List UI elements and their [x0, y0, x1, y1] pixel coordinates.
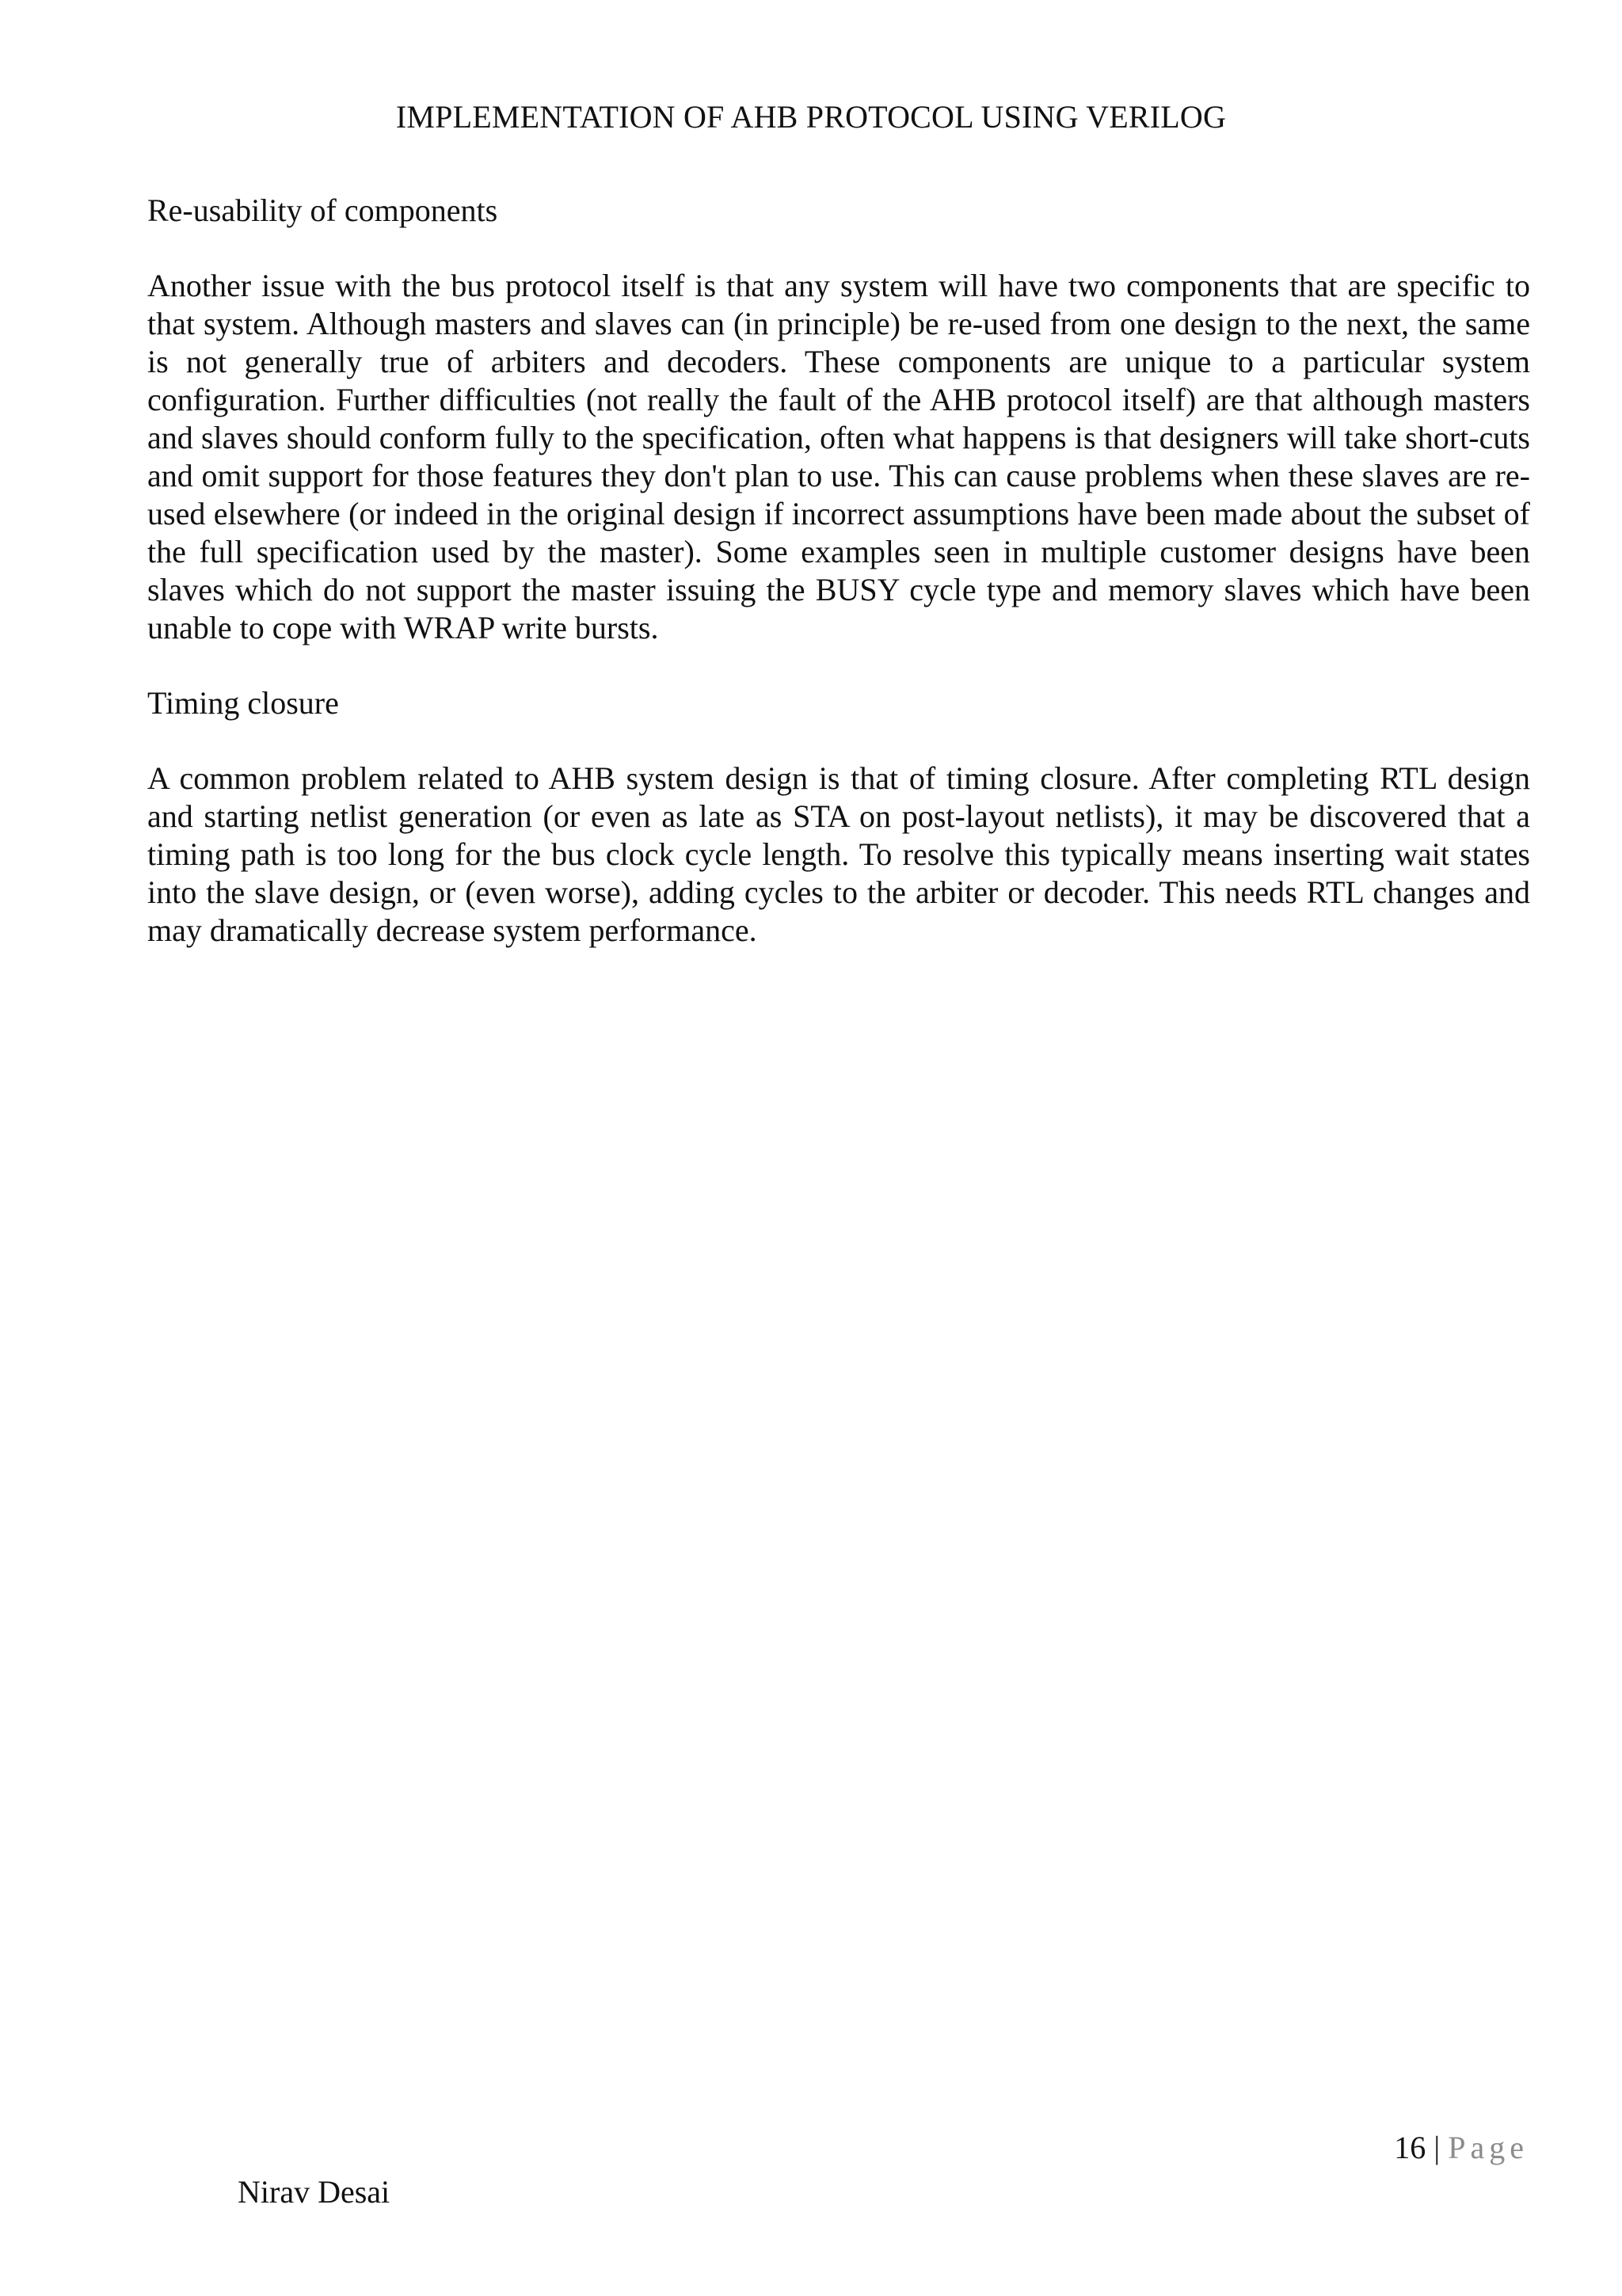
page-number-label: Page: [1448, 2130, 1529, 2165]
page-header-title: IMPLEMENTATION OF AHB PROTOCOL USING VERILOG: [395, 99, 1227, 135]
page-number-separator: |: [1434, 2130, 1441, 2165]
section-heading-timing-closure: Timing closure: [147, 685, 339, 721]
paragraph-reusability: Another issue with the bus protocol itself is that any system will have two components that are specific to that system. Although masters and slaves can (in principle) be re-used from one design to the next, the same is not generally true of arbiters and decoders. These components are unique to a particular system configuration. Further difficulties (not really the fault of the AHB protocol itself) are that although masters and slaves should conform fully to the specification, often what happens is that designers will take short-cuts and omit support for those features they don't plan to use. This can cause problems when these slaves are re-used elsewhere (or indeed in the original design if incorrect assumptions have been made about the subset of the full specification used by the master). Some examples seen in multiple customer designs have been slaves which do not support the master issuing the BUSY cycle type and memory slaves which have been unable to cope with WRAP write bursts.: [147, 268, 1530, 645]
footer-author: Nirav Desai: [238, 2174, 390, 2210]
page-number: [1394, 2129, 1529, 2167]
document-body: [147, 192, 1530, 987]
section-heading-reusability: Re-usability of components: [147, 192, 498, 228]
page-number-value: 16: [1394, 2130, 1426, 2165]
paragraph-timing-closure: A common problem related to AHB system design is that of timing closure. After completing RTL design and starting netlist generation (or even as late as STA on post-layout netlists), it may be discovered that a timing path is too long for the bus clock cycle length. To resolve this typically means inserting wait states into the slave design, or (even worse), adding cycles to the arbiter or decoder. This needs RTL changes and may dramatically decrease system performance.: [147, 760, 1530, 948]
